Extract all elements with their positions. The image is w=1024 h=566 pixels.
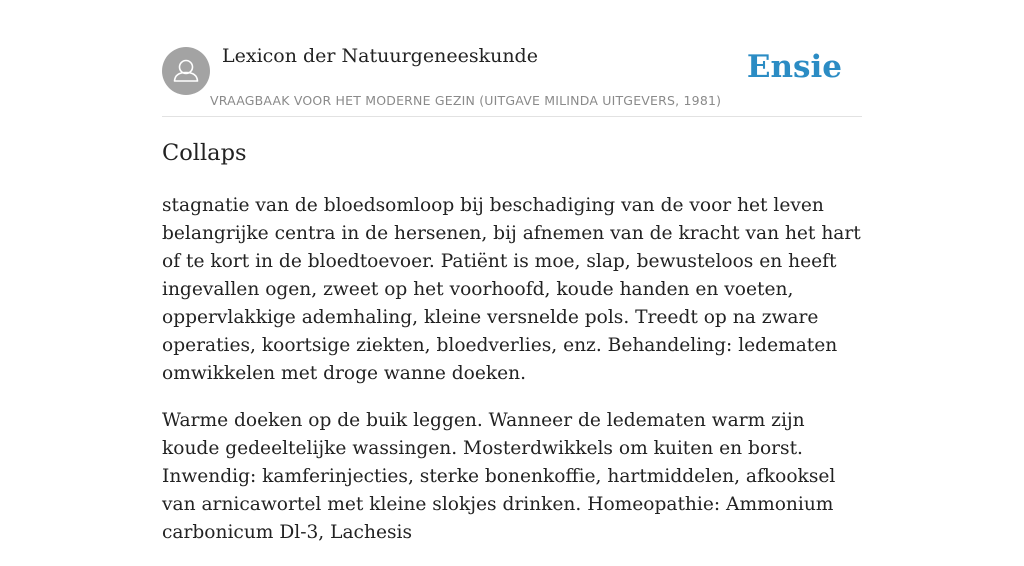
user-icon <box>162 47 210 95</box>
entry-paragraph: stagnatie van de bloedsomloop bij beschadiging van de voor het leven belangrijke centra in de hersenen, bij afnemen van de kracht van het hart of te kort in de bloedtoevoer. Patiënt is moe, slap, bewusteloos en heeft ingevallen ogen, zweet op het voorhoofd, koude handen en voeten, oppervlakkige ademhaling, kleine versnelde pols. Treedt op na zware operaties, koortsige ziekten, bloedverlies, enz. Behandeling: ledematen omwikkelen met droge wanne doeken. <box>162 195 861 384</box>
source-title[interactable]: Lexicon der Natuurgeneeskunde <box>222 45 538 67</box>
page-container <box>162 0 862 543</box>
source-subtitle: VRAAGBAAK VOOR HET MODERNE GEZIN (UITGAVE MILINDA UITGEVERS, 1981) <box>210 93 722 108</box>
brand-logo[interactable]: Ensie <box>746 49 842 85</box>
entry-title: Collaps <box>162 140 247 166</box>
avatar[interactable] <box>162 47 210 95</box>
entry-paragraph: Warme doeken op de buik leggen. Wanneer de ledematen warm zijn koude gedeeltelijke wassingen. Mosterdwikkels om kuiten en borst. Inwendig: kamferinjecties, sterke bonenkoffie, hartmiddelen, afkooksel van arnicawortel met kleine slokjes drinken. Homeopathie: Ammonium carbonicum Dl-3, Lachesis <box>162 410 836 543</box>
source-header <box>162 0 862 117</box>
entry-body <box>162 192 864 566</box>
